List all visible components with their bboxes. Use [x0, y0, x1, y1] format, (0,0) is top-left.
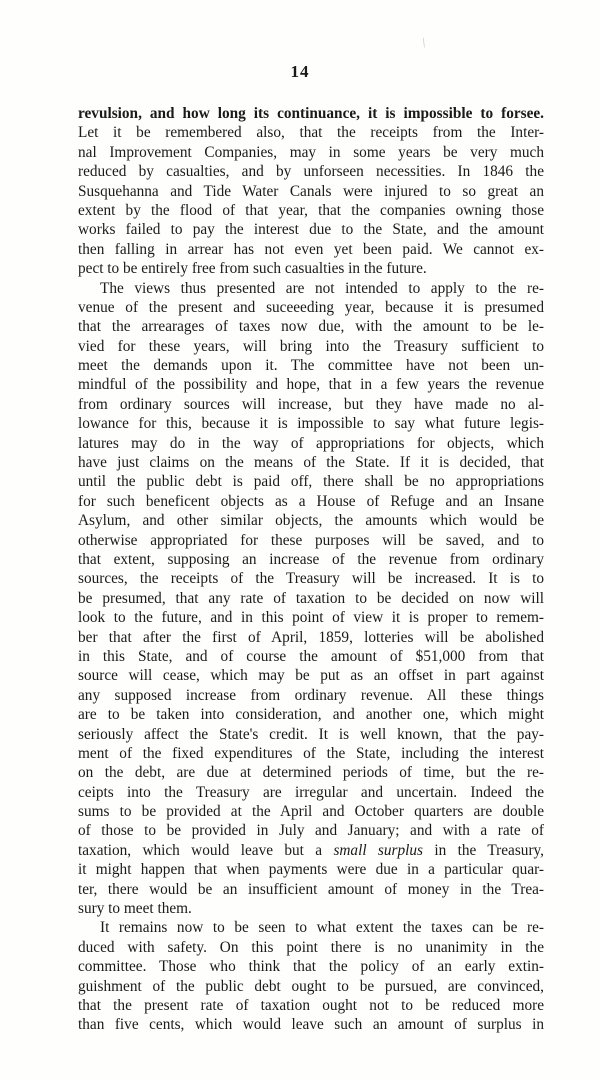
text-line: of those to be provided in July and January; and with a rate of — [78, 822, 544, 840]
text-line: Let it be remembered also, that the receipts from the Inter- — [78, 124, 544, 142]
text-line: look to the future, and in this point of view it is proper to remem- — [78, 609, 544, 627]
text-line: ment of the fixed expenditures of the State, including the interest — [78, 744, 544, 762]
text-line: seriously affect the State's credit. It is well known, that the pay- — [78, 725, 544, 743]
text-line: ber that after the first of April, 1859, lotteries will be abolished — [78, 628, 544, 646]
text-line: until the public debt is paid off, there shall be no appropriations — [78, 473, 544, 491]
text-line: than five cents, which would leave such an amount of surplus in — [78, 1016, 544, 1034]
text-line: any supposed increase from ordinary revenue. All these things — [78, 686, 544, 704]
text-line: sums to be provided at the April and October quarters are double — [78, 803, 544, 821]
text-line: reduced by casualties, and by unforseen necessities. In 1846 the — [78, 163, 544, 181]
text-line: have just claims on the means of the State. If it is decided, that — [78, 454, 544, 472]
text-line: nal Improvement Companies, may in some years be very much — [78, 143, 544, 161]
text-line: lowance for this, because it is impossible to say what future legis- — [78, 415, 544, 433]
text-line: mindful of the possibility and hope, that in a few years the revenue — [78, 376, 544, 394]
text-line: source will cease, which may be put as an offset in part against — [78, 667, 544, 685]
text-line: meet the demands upon it. The committee have not been un- — [78, 357, 544, 375]
text-line: committee. Those who think that the policy of an early extin- — [78, 958, 544, 976]
text-line: Susquehanna and Tide Water Canals were injured to so great an — [78, 182, 544, 200]
text-line: duced with safety. On this point there is no unanimity in the — [78, 938, 544, 956]
text-line: otherwise appropriated for these purposes will be saved, and to — [78, 531, 544, 549]
text-line: sury to meet them. — [78, 900, 192, 918]
text-line: The views thus presented are not intended to apply to the re- — [100, 279, 544, 297]
text-line: It remains now to be seen to what extent the taxes can be re- — [100, 919, 544, 937]
text-line: be presumed, that any rate of taxation to be decided on now will — [78, 589, 544, 607]
body-text — [78, 104, 544, 1035]
page-number: 14 — [290, 62, 310, 81]
text-line: in this State, and of course the amount of $51,000 from that — [78, 647, 544, 665]
text-line: taxation, which would leave but a small surplus in the Treasury, — [78, 841, 545, 859]
text-line: then falling in arrear has not even yet been paid. We cannot ex- — [78, 240, 544, 258]
text-line: that extent, supposing an increase of the revenue from ordinary — [78, 550, 544, 568]
text-line: works failed to pay the interest due to the State, and the amount — [78, 221, 544, 239]
text-line: from ordinary sources will increase, but they have made no al- — [78, 395, 544, 413]
text-line: guishment of the public debt ought to be pursued, are convinced, — [78, 977, 544, 995]
text-line: sources, the receipts of the Treasury will be increased. It is to — [78, 570, 544, 588]
text-line: for such beneficent objects as a House of Refuge and an Insane — [78, 492, 544, 510]
text-line: ter, there would be an insufficient amount of money in the Trea- — [78, 880, 544, 898]
text-line: Asylum, and other similar objects, the amounts which would be — [78, 512, 544, 530]
text-line: ceipts into the Treasury are irregular and uncertain. Indeed the — [78, 783, 544, 801]
text-line: it might happen that when payments were due in a particular quar- — [78, 861, 544, 879]
text-line: venue of the present and suceeeding year, because it is presumed — [78, 298, 544, 316]
text-line: latures may do in the way of appropriations for objects, which — [78, 434, 544, 452]
text-line: that the arrearages of taxes now due, with the amount to be le- — [78, 318, 544, 336]
stray-pen-mark: \ — [420, 35, 428, 52]
text-line: pect to be entirely free from such casualties in the future. — [78, 260, 427, 278]
text-line: that the present rate of taxation ought not to be reduced more — [78, 996, 544, 1014]
text-line: on the debt, are due at determined periods of time, but the re- — [78, 764, 544, 782]
text-line: vied for these years, will bring into the Treasury sufficient to — [78, 337, 544, 355]
text-line: revulsion, and how long its continuance, it is impossible to forsee. — [78, 105, 544, 122]
text-line: extent by the flood of that year, that the companies owning those — [78, 201, 544, 219]
text-line: are to be taken into consideration, and another one, which might — [78, 706, 544, 724]
